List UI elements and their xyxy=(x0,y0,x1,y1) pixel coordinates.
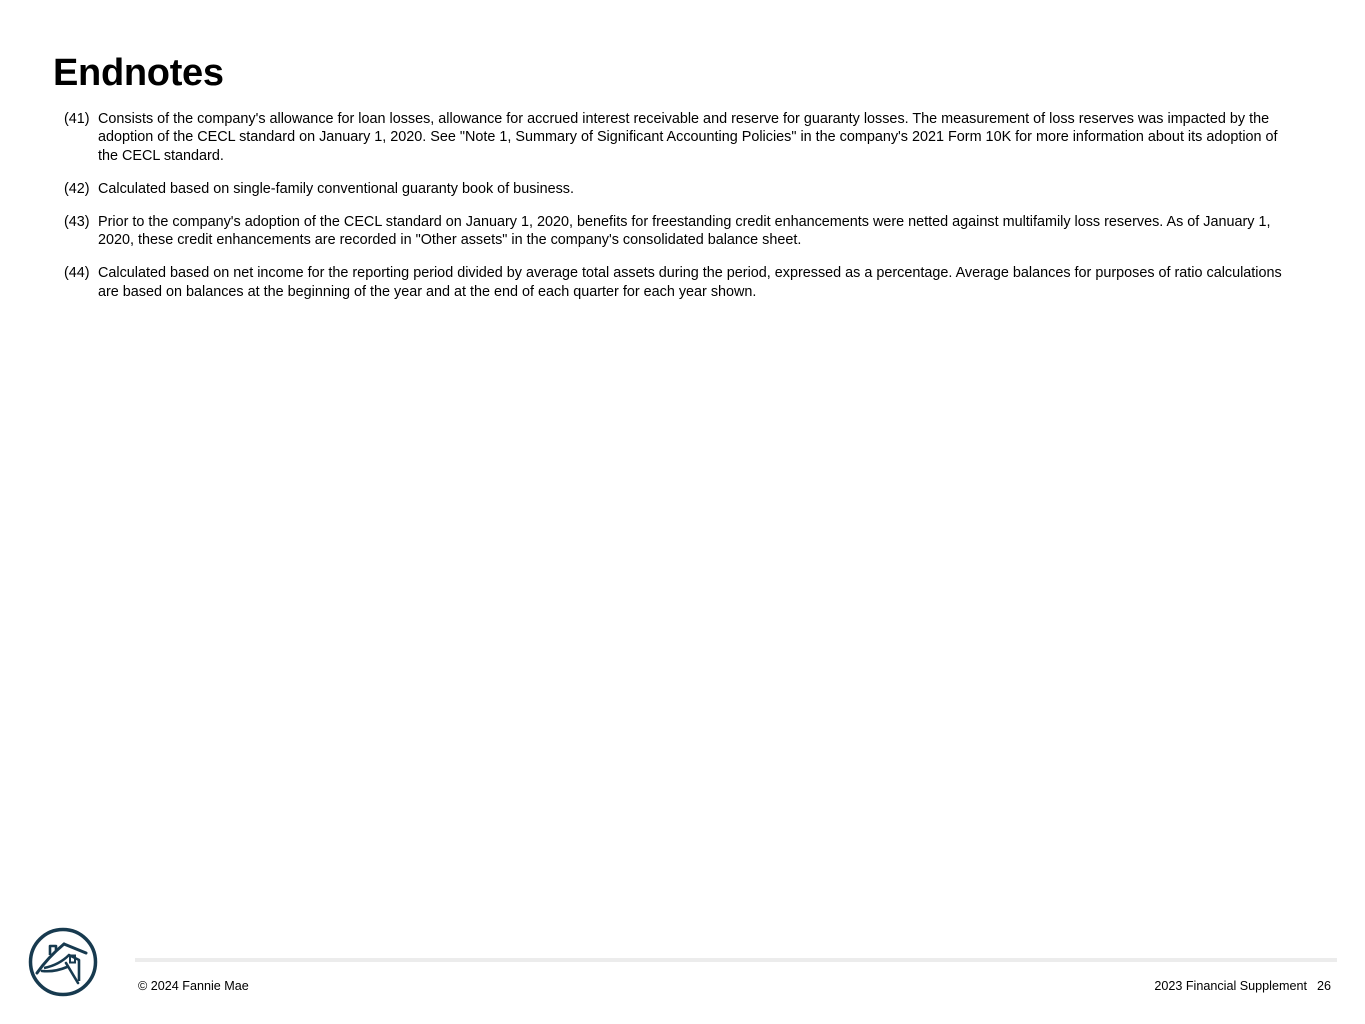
footer-copyright: © 2024 Fannie Mae xyxy=(138,979,249,993)
endnote-41 xyxy=(64,110,1294,165)
endnote-text: Consists of the company's allowance for loan losses, allowance for accrued interest receivable and reserve for guaranty losses. The measurement of loss reserves was impacted by the adoption of the CECL standard on January 1, 2020. See "Note 1, Summary of Significant Accounting Policies" in the company's 2021 Form 10K for more information about its adoption of the CECL standard. xyxy=(98,111,1278,164)
endnote-number: (44) xyxy=(64,265,90,282)
endnote-44 xyxy=(64,264,1294,301)
endnote-number: (43) xyxy=(64,213,90,230)
page-number: 26 xyxy=(1316,979,1331,993)
endnote-43 xyxy=(64,213,1294,250)
endnote-text: Prior to the company's adoption of the CECL standard on January 1, 2020, benefits for freestanding credit enhancements were netted against multifamily loss reserves. As of January 1, 2020, these credit enhancements are recorded in "Other assets" in the company's consolidated balance sheet. xyxy=(98,213,1271,249)
endnote-number: (42) xyxy=(64,180,90,197)
publication-title: 2023 Financial Supplement xyxy=(1154,979,1307,993)
page-title: Endnotes xyxy=(53,52,224,94)
endnotes-list xyxy=(64,110,1294,316)
endnote-42 xyxy=(64,180,1294,198)
endnote-text: Calculated based on single-family conventional guaranty book of business. xyxy=(98,180,574,197)
footer-publication-info xyxy=(1154,978,1331,994)
fannie-mae-house-logo-icon xyxy=(28,927,98,997)
endnote-text: Calculated based on net income for the reporting period divided by average total assets during the period, expressed as a percentage. Average balances for purposes of ratio calculations are based on balances at the beginning of the year and at the end of each quarter for each year shown. xyxy=(98,265,1282,300)
footer-divider xyxy=(135,958,1337,962)
endnote-number: (41) xyxy=(64,111,90,127)
